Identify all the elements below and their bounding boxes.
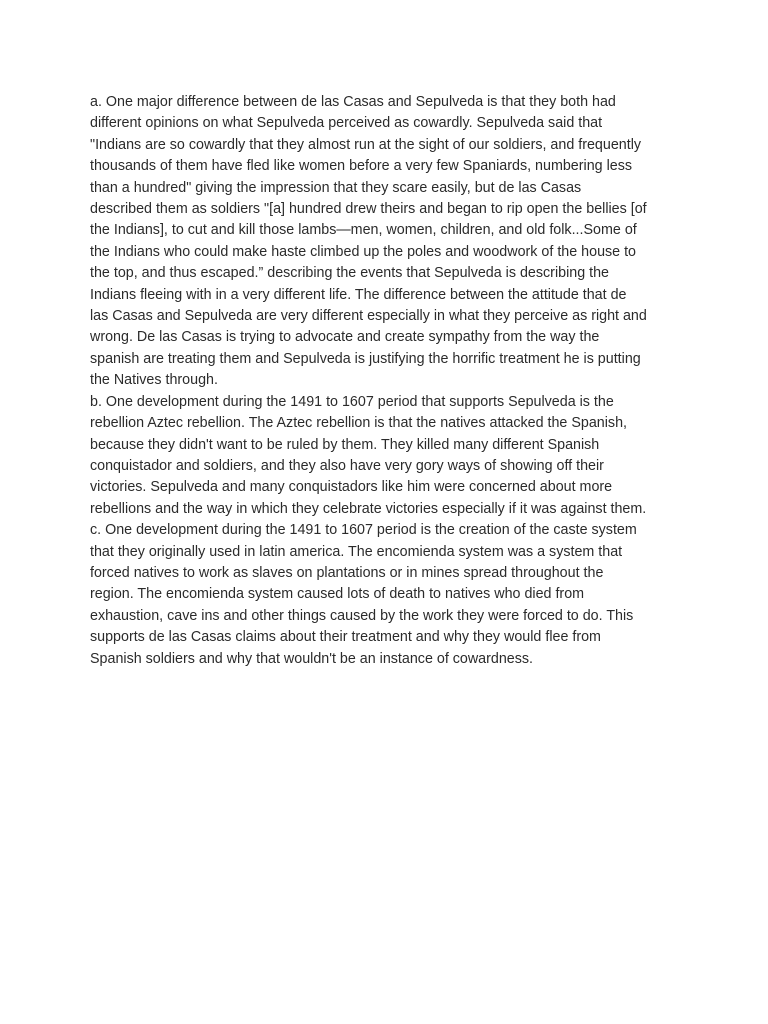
text-line: victories. Sepulveda and many conquistadors like him were concerned about more bbox=[90, 479, 613, 496]
text-line: because they didn't want to be ruled by them. They killed many different Spanish bbox=[90, 436, 600, 453]
text-line: thousands of them have fled like women before a very few Spaniards, numbering less bbox=[90, 158, 632, 175]
text-line: Spanish soldiers and why that wouldn't be an instance of cowardness. bbox=[90, 650, 534, 667]
text-line: "Indians are so cowardly that they almost run at the sight of our soldiers, and frequently bbox=[90, 136, 642, 153]
text-line: Indians fleeing with in a very different life. The difference between the attitude that de bbox=[90, 286, 627, 303]
essay-text bbox=[90, 92, 690, 670]
text-line: the Indians who could make haste climbed up the poles and woodwork of the house to bbox=[90, 243, 637, 260]
text-line: the Indians], to cut and kill those lambs—men, women, children, and old folk...Some of bbox=[90, 222, 637, 239]
text-line: the top, and thus escaped.” describing the events that Sepulveda is describing the bbox=[90, 265, 609, 282]
text-line: las Casas and Sepulveda are very different especially in what they perceive as right and bbox=[90, 308, 647, 325]
text-line: that they originally used in latin america. The encomienda system was a system that bbox=[90, 543, 623, 560]
text-line: the Natives through. bbox=[90, 372, 218, 389]
text-line: wrong. De las Casas is trying to advocate and create sympathy from the way the bbox=[90, 329, 600, 346]
text-line: a. One major difference between de las Casas and Sepulveda is that they both had bbox=[90, 94, 616, 110]
text-line: than a hundred" giving the impression that they scare easily, but de las Casas bbox=[90, 179, 582, 196]
text-line: spanish are treating them and Sepulveda is justifying the horrific treatment he is putting bbox=[90, 350, 641, 367]
text-line: different opinions on what Sepulveda perceived as cowardly. Sepulveda said that bbox=[90, 115, 603, 132]
text-line: forced natives to work as slaves on plantations or in mines spread throughout the bbox=[90, 564, 604, 581]
text-line: described them as soldiers "[a] hundred drew theirs and began to rip open the bellies [of bbox=[90, 201, 647, 218]
text-line: region. The encomienda system caused lots of death to natives who died from bbox=[90, 586, 585, 603]
text-line: c. One development during the 1491 to 1607 period is the creation of the caste system bbox=[90, 522, 637, 539]
text-line: rebellion Aztec rebellion. The Aztec rebellion is that the natives attacked the Spanish, bbox=[90, 415, 627, 432]
text-line: exhaustion, cave ins and other things caused by the work they were forced to do. This bbox=[90, 607, 634, 624]
text-line: supports de las Casas claims about their treatment and why they would flee from bbox=[90, 629, 601, 646]
text-line: b. One development during the 1491 to 1607 period that supports Sepulveda is the bbox=[90, 393, 614, 410]
text-line: conquistador and soldiers, and they also have very gory ways of showing off their bbox=[90, 457, 604, 474]
text-line: rebellions and the way in which they celebrate victories especially if it was against them. bbox=[90, 500, 647, 517]
